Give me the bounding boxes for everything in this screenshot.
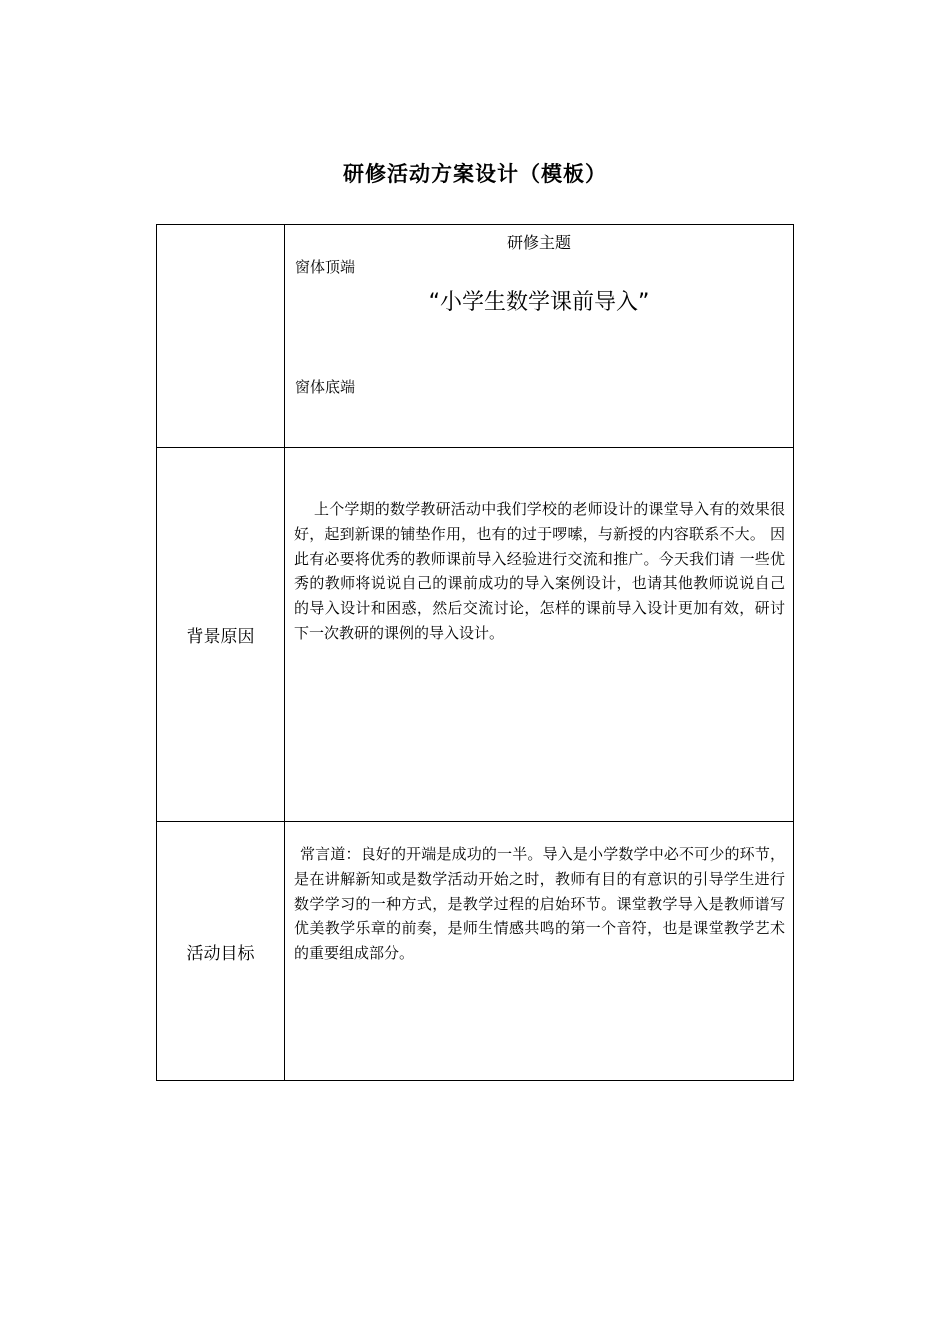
topic-heading: 研修主题 [506,233,571,252]
background-row [157,448,794,822]
background-text: 上个学期的数学教研活动中我们学校的老师设计的课堂导入有的效果很好，起到新课的铺垫作用，也有的过于啰嗦，与新授的内容联系不大。 因此有必要将优秀的教师课前导入经验进行交流和推广。今天我们请 一些优秀的教师将说说自己的课前成功的导入案例设计，也请其他教师说说自己的导入设计和困惑，然后交流讨论，怎样的课前导入设计更加有效，研讨下一次教研的课例的导入设计。 [294,500,785,642]
document-title: 研修活动方案设计（模板） [343,161,607,186]
window-bottom-marker: 窗体底端 [295,378,356,396]
topic-label-cell [157,225,285,448]
background-label: 背景原因 [157,448,285,822]
window-top-marker: 窗体顶端 [295,258,356,276]
goal-label: 活动目标 [157,822,285,1081]
goal-row [157,822,794,1081]
goal-content-cell [285,822,794,1081]
goal-text: 常言道：良好的开端是成功的一半。导入是小学数学中必不可少的环节，是在讲解新知或是数学活动开始之时，教师有目的有意识的引导学生进行数学学习的一种方式，是教学过程的启始环节。课堂教学导入是教师谱写优美教学乐章的前奏，是师生情感共鸣的第一个音符，也是课堂教学艺术的重要组成部分。 [294,845,785,963]
topic-row [157,225,794,448]
background-content-cell [285,448,794,822]
plan-table [156,224,794,1081]
topic-title: “小学生数学课前导入” [428,290,650,315]
topic-content-cell [285,225,794,448]
